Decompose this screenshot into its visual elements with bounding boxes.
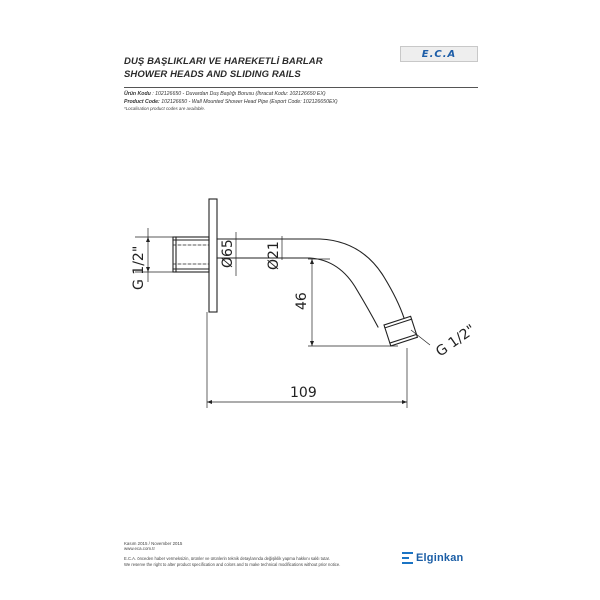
dim-thread-left: G 1/2" xyxy=(131,245,147,290)
wall-flange xyxy=(209,199,217,312)
footer-note-turkish: E.C.A. önceden haber vermeksizin, ürünler ve ürünlerin teknik detaylarında değişiklik yapma hakkını saklı tutar. xyxy=(124,556,330,561)
product-code-en-value: 102126650 - Wall Mounted Shower Head Pipe (Export Code: 102126650EX) xyxy=(161,98,338,105)
dim-thread-right: G 1/2" xyxy=(433,321,479,361)
product-code-tr-label: Ürün Kodu xyxy=(124,91,151,97)
footer-website[interactable]: www.eca.com.tr xyxy=(124,546,155,551)
dim-pipe-diameter: Ø21 xyxy=(266,241,282,270)
footer-note-english: We reserve the right to alter product specification and colors and to make technical modifications without prior notice. xyxy=(124,562,341,567)
title-english: SHOWER HEADS AND SLIDING RAILS xyxy=(124,69,301,80)
title-turkish: DUŞ BAŞLIKLARI VE HAREKETLİ BARLAR xyxy=(124,56,323,67)
elginkan-mark-icon xyxy=(402,552,413,564)
pipe-body xyxy=(217,239,404,318)
localisation-note: *Localisation product codes are available. xyxy=(124,106,206,112)
dim-length: 109 xyxy=(290,385,317,401)
elginkan-name: Elginkan xyxy=(416,552,464,564)
elginkan-logo xyxy=(402,552,463,564)
dim-flange-diameter: Ø65 xyxy=(220,239,236,268)
left-thread xyxy=(173,237,209,272)
product-code-tr-value: : 102126650 - Duvardan Duş Başlığı Borusu (İhracat Kodu: 102126650 EX) xyxy=(152,91,326,97)
eca-logo-text: E.C.A xyxy=(421,48,457,60)
product-code-en-label: Product Code: xyxy=(124,98,160,105)
dim-drop: 46 xyxy=(294,292,310,310)
footer-date: Kasım 2015 / November 2015 xyxy=(124,541,183,546)
